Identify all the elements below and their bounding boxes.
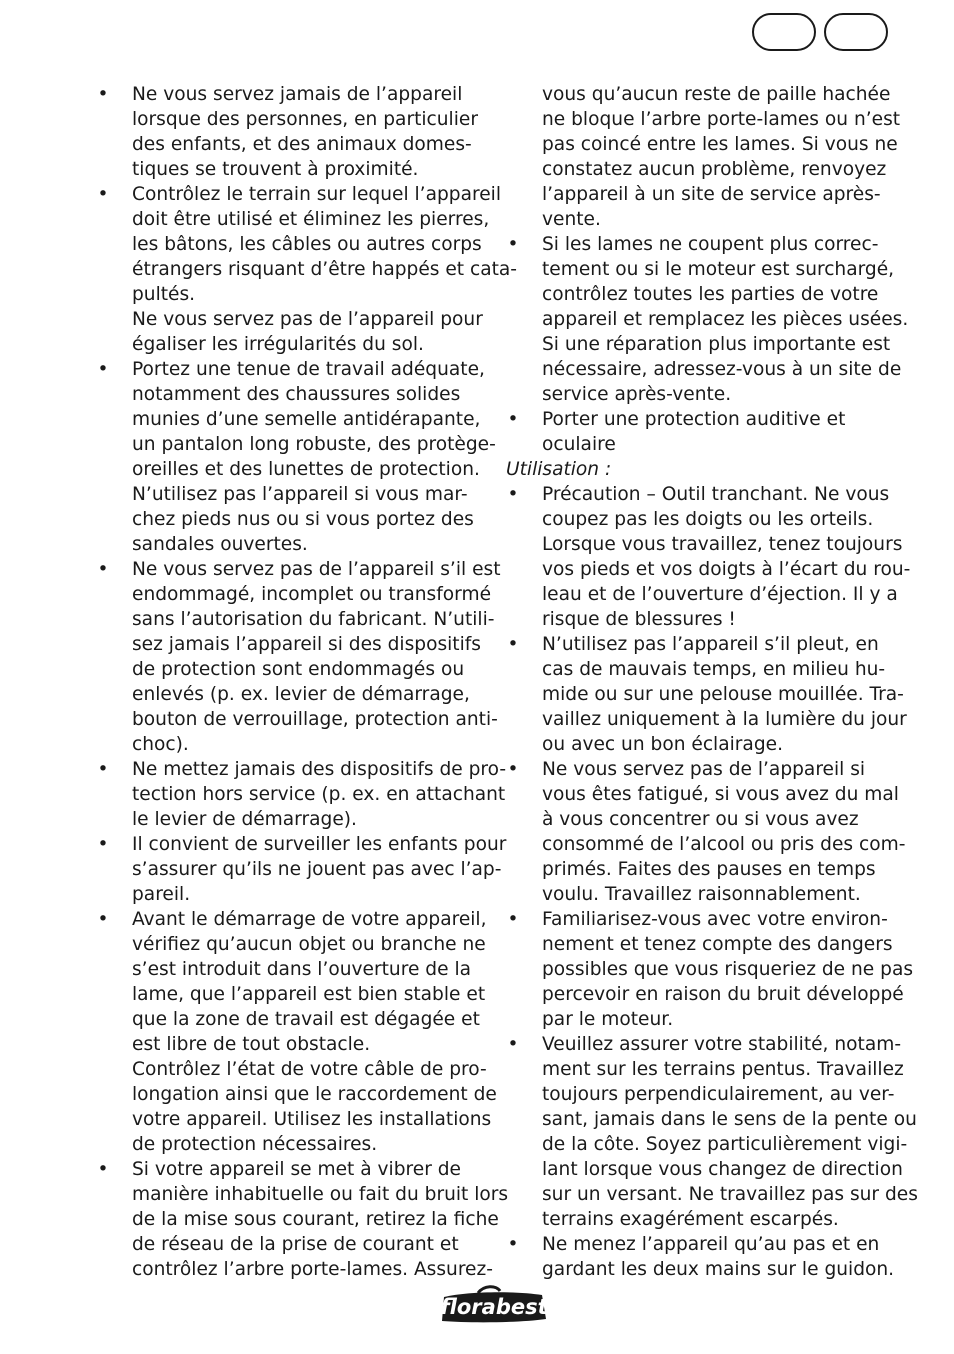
bullet-item	[96, 832, 507, 907]
text-line: de protection sont endommagés ou	[132, 659, 465, 680]
text-line: lame, que l’appareil est bien stable et	[132, 984, 486, 1005]
text-line: sez jamais l’appareil si des dispositifs	[132, 634, 481, 655]
text-line: s’assurer qu’ils ne jouent pas avec l’ap-	[132, 859, 502, 880]
bullet-item	[96, 757, 507, 832]
bullet-marker: •	[97, 359, 109, 380]
text-line: service après-vente.	[542, 384, 732, 405]
text-line: primés. Faites des pauses en temps	[542, 859, 876, 880]
text-line: gardant les deux mains sur le guidon.	[542, 1259, 895, 1280]
text-line: ment sur les terrains pentus. Travaillez	[542, 1059, 904, 1080]
bullet-item	[506, 482, 911, 632]
language-badge-1	[752, 13, 816, 51]
text-line: coupez pas les doigts ou les orteils.	[542, 509, 874, 530]
text-line: lorsque des personnes, en particulier	[132, 109, 478, 130]
text-line: de la côte. Soyez particulièrement vigi-	[542, 1134, 908, 1155]
text-line: munies d’une semelle antidérapante,	[132, 409, 481, 430]
text-line: contrôlez l’arbre porte-lames. Assurez-	[132, 1259, 493, 1280]
text-line: cas de mauvais temps, en milieu hu-	[542, 659, 886, 680]
text-line: N’utilisez pas l’appareil si vous mar-	[132, 484, 468, 505]
text-line: sandales ouvertes.	[132, 534, 308, 555]
bullet-item	[506, 1032, 918, 1232]
bullet-item	[506, 632, 907, 757]
text-line: par le moteur.	[542, 1009, 674, 1030]
text-line: Si les lames ne coupent plus correc-	[542, 234, 879, 255]
text-line: votre appareil. Utilisez les installations	[132, 1109, 492, 1130]
bullet-marker: •	[97, 834, 109, 855]
text-line: Contrôlez l’état de votre câble de pro-	[132, 1059, 487, 1080]
text-line: terrains exagérément escarpés.	[542, 1209, 839, 1230]
text-line: constatez aucun problème, renvoyez	[542, 159, 887, 180]
text-line: nécessaire, adressez-vous à un site de	[542, 359, 902, 380]
bullet-marker: •	[97, 909, 109, 930]
section-heading	[506, 457, 898, 482]
right-column	[506, 82, 918, 1282]
text-line: contrôlez toutes les parties de votre	[542, 284, 879, 305]
bullet-marker: •	[507, 1234, 519, 1255]
text-line: consommé de l’alcool ou pris des com-	[542, 834, 906, 855]
text-line: Ne vous servez pas de l’appareil s’il est	[132, 559, 501, 580]
text-line: Veuillez assurer votre stabilité, notam-	[542, 1034, 902, 1055]
bullet-marker: •	[507, 409, 519, 430]
language-badge-2	[824, 13, 888, 51]
bullet-marker: •	[507, 1034, 519, 1055]
text-line: les bâtons, les câbles ou autres corps	[132, 234, 482, 255]
text-line: tement ou si le moteur est surchargé,	[542, 259, 895, 280]
bullet-item	[96, 1157, 509, 1282]
text-line: est libre de tout obstacle.	[132, 1034, 371, 1055]
text-line: Utilisation :	[506, 459, 612, 480]
continuation-paragraph	[96, 307, 496, 357]
text-line: vos pieds et vos doigts à l’écart du rou-	[542, 559, 911, 580]
text-line: étrangers risquant d’être happés et cata-	[132, 259, 518, 280]
text-line: vaillez uniquement à la lumière du jour	[542, 709, 907, 730]
bullet-item	[96, 357, 496, 557]
text-line: vous êtes fatigué, si vous avez du mal	[542, 784, 899, 805]
text-line: Ne menez l’appareil qu’au pas et en	[542, 1234, 880, 1255]
text-line: s’est introduit dans l’ouverture de la	[132, 959, 472, 980]
text-line: pas coincé entre les lames. Si vous ne	[542, 134, 898, 155]
text-line: pareil.	[132, 884, 191, 905]
text-line: de la mise sous courant, retirez la fiche	[132, 1209, 499, 1230]
bullet-item	[506, 757, 906, 907]
text-line: appareil et remplacez les pièces usées.	[542, 309, 909, 330]
text-line: Ne mettez jamais des dispositifs de pro-	[132, 759, 507, 780]
text-line: oculaire	[542, 434, 616, 455]
text-line: percevoir en raison du bruit développé	[542, 984, 904, 1005]
text-line: lant lorsque vous changez de direction	[542, 1159, 903, 1180]
text-line: notamment des chaussures solides	[132, 384, 461, 405]
text-line: N’utilisez pas l’appareil s’il pleut, en	[542, 634, 879, 655]
bullet-item	[506, 907, 914, 1032]
text-line: Si votre appareil se met à vibrer de	[132, 1159, 461, 1180]
text-line: Porter une protection auditive et	[542, 409, 846, 430]
text-line: sans l’autorisation du fabricant. N’utili-	[132, 609, 495, 630]
bullet-marker: •	[507, 909, 519, 930]
text-line: le levier de démarrage).	[132, 809, 357, 830]
text-line: nement et tenez compte des dangers	[542, 934, 893, 955]
bullet-item	[96, 557, 501, 757]
text-line: l’appareil à un site de service après-	[542, 184, 881, 205]
text-line: que la zone de travail est dégagée et	[132, 1009, 480, 1030]
text-line: sant, jamais dans le sens de la pente ou	[542, 1109, 917, 1130]
text-line: Ne vous servez pas de l’appareil si	[542, 759, 866, 780]
text-line: Il convient de surveiller les enfants pour	[132, 834, 507, 855]
bullet-item	[96, 907, 496, 1057]
text-line: ne bloque l’arbre porte-lames ou n’est	[542, 109, 901, 130]
text-line: chez pieds nus ou si vous portez des	[132, 509, 474, 530]
text-line: vous qu’aucun reste de paille hachée	[542, 84, 891, 105]
bullet-marker: •	[507, 634, 519, 655]
bullet-item	[96, 182, 518, 307]
left-column	[96, 82, 518, 1282]
text-line: oreilles et des lunettes de protection.	[132, 459, 480, 480]
text-line: bouton de verrouillage, protection anti-	[132, 709, 498, 730]
text-line: des enfants, et des animaux domes-	[132, 134, 472, 155]
text-line: Contrôlez le terrain sur lequel l’appareil	[132, 184, 501, 205]
text-line: à vous concentrer ou si vous avez	[542, 809, 859, 830]
bullet-item	[506, 232, 909, 407]
language-badges	[752, 13, 890, 53]
bullet-item	[506, 1232, 898, 1282]
text-line: endommagé, incomplet ou transformé	[132, 584, 492, 605]
text-line: possibles que vous risqueriez de ne pas	[542, 959, 914, 980]
bullet-item	[506, 407, 898, 457]
bullet-marker: •	[97, 1159, 109, 1180]
text-line: choc).	[132, 734, 189, 755]
continuation-paragraph	[506, 82, 901, 232]
continuation-paragraph	[96, 1057, 496, 1157]
bullet-marker: •	[507, 484, 519, 505]
logo-text: florabest	[440, 1295, 548, 1319]
text-line: doit être utilisé et éliminez les pierres,	[132, 209, 490, 230]
text-line: longation ainsi que le raccordement de	[132, 1084, 497, 1105]
text-line: tiques se trouvent à proximité.	[132, 159, 419, 180]
text-line: ou avec un bon éclairage.	[542, 734, 783, 755]
bullet-item	[96, 82, 496, 182]
text-line: Avant le démarrage de votre appareil,	[132, 909, 487, 930]
bullet-marker: •	[97, 184, 109, 205]
text-line: de protection nécessaires.	[132, 1134, 378, 1155]
bullet-marker: •	[97, 759, 109, 780]
text-line: un pantalon long robuste, des protège-	[132, 434, 496, 455]
text-line: Précaution – Outil tranchant. Ne vous	[542, 484, 890, 505]
text-line: enlevés (p. ex. levier de démarrage,	[132, 684, 470, 705]
bullet-marker: •	[97, 559, 109, 580]
text-line: Lorsque vous travaillez, tenez toujours	[542, 534, 903, 555]
text-line: Portez une tenue de travail adéquate,	[132, 359, 485, 380]
bullet-marker: •	[507, 759, 519, 780]
text-line: Ne vous servez pas de l’appareil pour	[132, 309, 483, 330]
text-line: risque de blessures !	[542, 609, 736, 630]
text-line: vente.	[542, 209, 601, 230]
text-line: de réseau de la prise de courant et	[132, 1234, 459, 1255]
text-line: pultés.	[132, 284, 196, 305]
text-line: sur un versant. Ne travaillez pas sur des	[542, 1184, 918, 1205]
text-line: voulu. Travaillez raisonnablement.	[542, 884, 861, 905]
florabest-logo	[438, 1283, 550, 1327]
text-line: leau et de l’ouverture d’éjection. Il y a	[542, 584, 898, 605]
text-line: Si une réparation plus importante est	[542, 334, 891, 355]
text-line: tection hors service (p. ex. en attachant	[132, 784, 506, 805]
text-line: Ne vous servez jamais de l’appareil	[132, 84, 463, 105]
text-line: mide ou sur une pelouse mouillée. Tra-	[542, 684, 904, 705]
text-line: égaliser les irrégularités du sol.	[132, 334, 424, 355]
text-line: Familiarisez-vous avec votre environ-	[542, 909, 888, 930]
bullet-marker: •	[97, 84, 109, 105]
bullet-marker: •	[507, 234, 519, 255]
text-line: toujours perpendiculairement, au ver-	[542, 1084, 895, 1105]
text-line: manière inhabituelle ou fait du bruit lors	[132, 1184, 509, 1205]
text-line: vérifiez qu’aucun objet ou branche ne	[132, 934, 486, 955]
